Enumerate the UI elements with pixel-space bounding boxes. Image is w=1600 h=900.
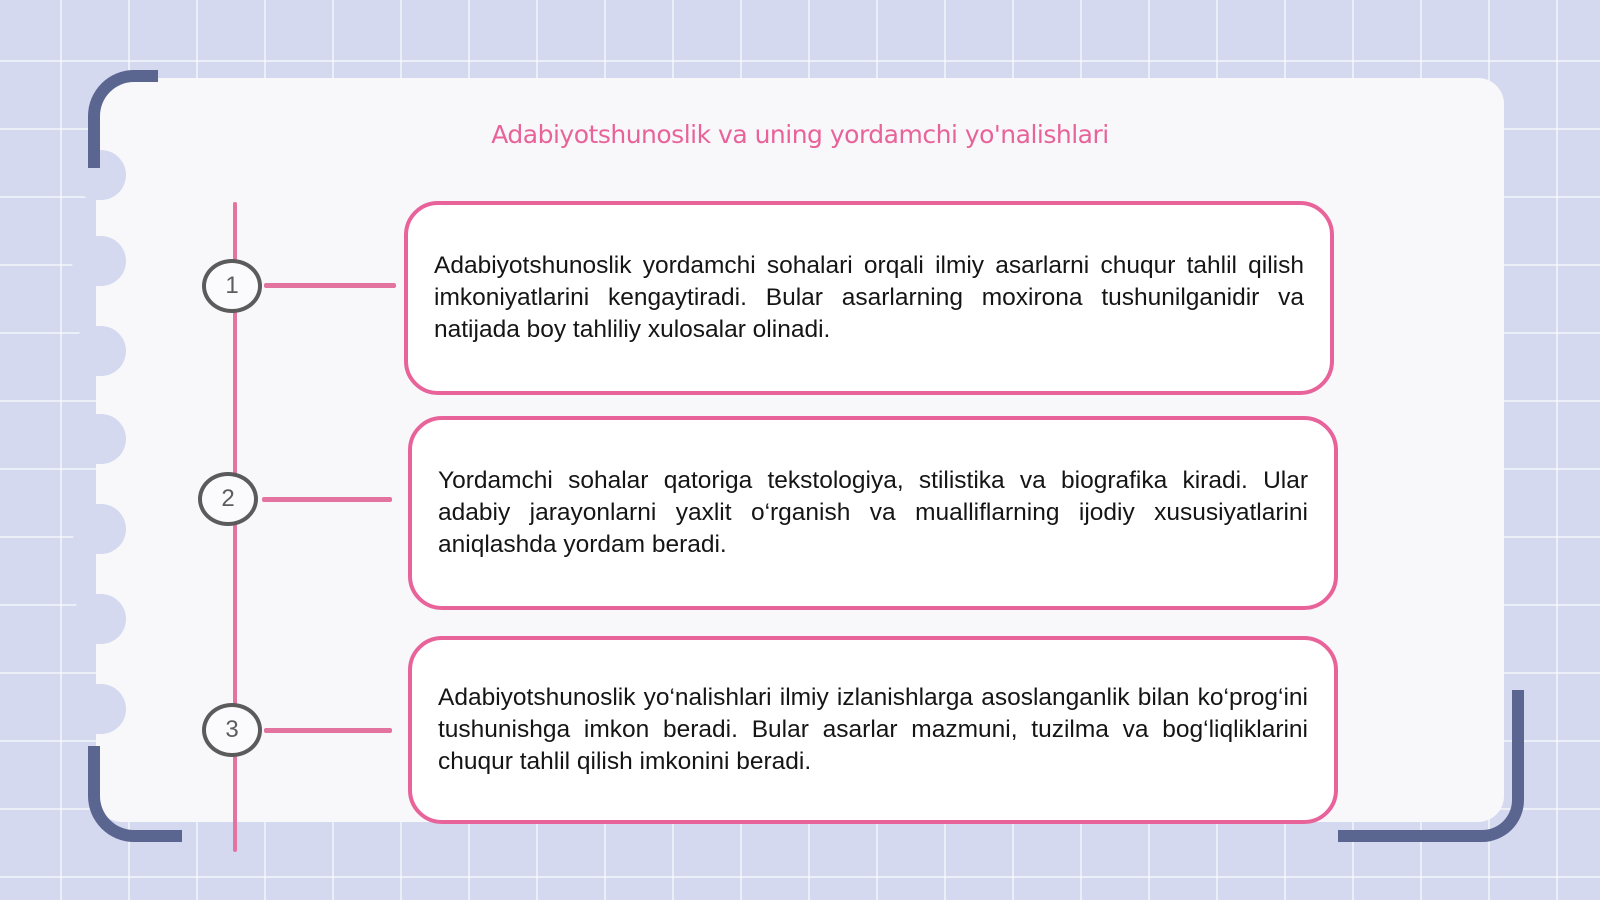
step-number-circle [198,472,258,526]
step-text: Adabiyotshunoslik yordamchi sohalari orqali ilmiy asarlarni chuqur tahlil qilish imkoniyatlarini kengaytiradi. Bular asarlarning moxirona tushunilganidir va natijada boy tahliliy xulosalar olinadi. [434,252,1304,343]
step-text: Adabiyotshunoslik yo‘nalishlari ilmiy izlanishlarga asoslanganlik bilan ko‘prog‘ini tushunishga imkon beradi. Bular asarlar mazmuni, tuzilma va bog‘liqliklarini chuqur tahlil qilish imkonini beradi. [438,684,1308,775]
frame-corner-top-left [88,70,158,168]
card-edge-notch [72,326,126,376]
card-edge-notch [72,236,126,286]
timeline-connector [264,283,396,288]
step-number: 3 [225,716,239,743]
card-edge-notch [72,414,126,464]
frame-corner-bottom-left [88,746,182,842]
frame-corner-bottom-right [1338,690,1524,842]
card-edge-notch [72,504,126,554]
timeline-connector [262,497,392,502]
step-text: Yordamchi sohalar qatoriga tekstologiya, stilistika va biografika kiradi. Ular adabiy jarayonlarni yaxlit o‘rganish va mualliflarning ijodiy xususiyatlarini aniqlashda yordam beradi. [438,467,1308,558]
slide-title: Adabiyotshunoslik va uning yordamchi yo'nalishlari [491,120,1109,149]
step-number: 2 [221,485,235,512]
card-edge-notch [72,594,126,644]
step-box [404,201,1334,395]
step-box [408,636,1338,824]
step-number: 1 [225,272,239,299]
step-number-circle [202,259,262,313]
step-number-circle [202,703,262,757]
timeline-connector [264,728,392,733]
card-edge-notch [72,684,126,734]
step-box [408,416,1338,610]
